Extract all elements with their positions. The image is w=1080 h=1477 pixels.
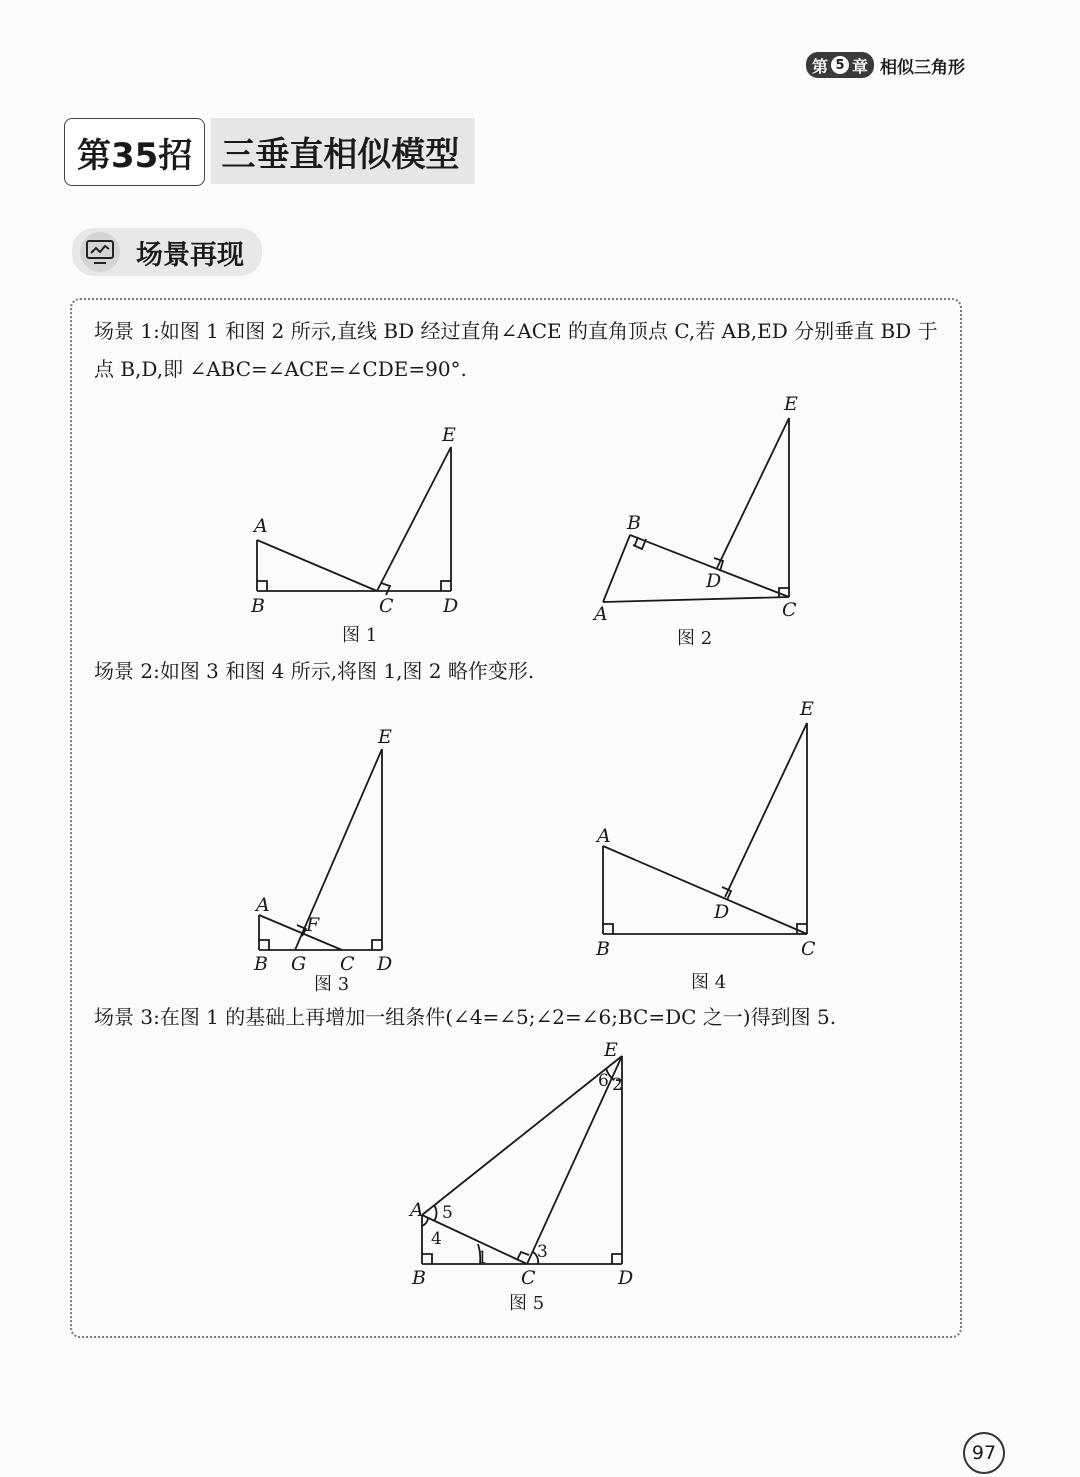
fig3-label-g: G <box>291 953 307 975</box>
fig3-caption: 图 3 <box>314 974 350 995</box>
scene-3-text: 场景 3:在图 1 的基础上再增加一组条件(∠4=∠5;∠2=∠6;BC=DC 之一)得到图 5. <box>94 1005 837 1029</box>
fig5-angle-6: 6 <box>598 1071 609 1091</box>
fig5-angle-4: 4 <box>431 1229 442 1249</box>
fig5-label-c: C <box>521 1267 536 1289</box>
fig4-caption: 图 4 <box>691 972 727 993</box>
fig3-label-f: F <box>306 914 320 936</box>
page-number: 97 <box>963 1432 1005 1474</box>
chapter-suffix: 章 <box>852 56 869 76</box>
fig4-label-c: C <box>801 938 816 960</box>
fig5-label-d: D <box>618 1267 634 1289</box>
chapter-title: 相似三角形 <box>880 57 966 78</box>
monitor-chart-icon <box>80 232 120 272</box>
fig1-label-c: C <box>379 595 394 617</box>
fig1-label-e: E <box>442 424 456 446</box>
fig2-caption: 图 2 <box>677 628 713 649</box>
fig5-angle-5: 5 <box>442 1203 453 1223</box>
fig1-caption: 图 1 <box>342 625 378 646</box>
fig1-label-d: D <box>443 595 459 617</box>
fig4-label-e: E <box>800 698 814 720</box>
scene-2-text: 场景 2:如图 3 和图 4 所示,将图 1,图 2 略作变形. <box>94 659 535 683</box>
fig5-label-e: E <box>604 1039 618 1061</box>
fig5-angle-3: 3 <box>537 1242 548 1262</box>
figure-3 <box>250 725 410 975</box>
fig3-label-a: A <box>256 894 270 916</box>
lesson-title-text: 三垂直相似模型 <box>211 118 475 184</box>
fig5-label-b: B <box>412 1267 426 1289</box>
chapter-prefix: 第 <box>812 56 829 76</box>
fig5-label-a: A <box>410 1199 424 1221</box>
fig4-label-a: A <box>597 825 611 847</box>
fig5-angle-2: 2 <box>612 1075 623 1095</box>
chapter-header <box>806 52 965 78</box>
fig3-label-d: D <box>377 953 393 975</box>
lesson-number: 第35招 <box>64 118 205 186</box>
fig4-label-b: B <box>596 938 610 960</box>
section-heading <box>72 228 262 276</box>
fig2-label-c: C <box>782 599 797 621</box>
fig2-label-d: D <box>706 570 722 592</box>
fig2-label-b: B <box>627 512 641 534</box>
fig2-label-a: A <box>594 603 608 625</box>
fig1-label-b: B <box>251 595 265 617</box>
scene-1-text: 场景 1:如图 1 和图 2 所示,直线 BD 经过直角∠ACE 的直角顶点 C,若 AB,ED 分别垂直 BD 于点 B,D,即 ∠ABC=∠ACE=∠CDE=90°. <box>94 319 938 381</box>
fig3-label-b: B <box>254 953 268 975</box>
chapter-badge <box>806 52 874 78</box>
fig5-caption: 图 5 <box>509 1293 545 1314</box>
figure-4 <box>590 695 830 965</box>
fig3-label-c: C <box>340 953 355 975</box>
lesson-title <box>64 118 475 186</box>
chapter-number: 5 <box>831 56 849 74</box>
section-label: 场景再现 <box>136 239 244 271</box>
fig4-label-d: D <box>714 901 730 923</box>
figure-5 <box>400 1040 650 1295</box>
fig1-label-a: A <box>254 515 268 537</box>
figure-2 <box>590 390 810 625</box>
fig2-label-e: E <box>784 393 798 415</box>
fig5-angle-1: 1 <box>477 1248 488 1268</box>
fig3-label-e: E <box>378 726 392 748</box>
figure-1 <box>240 420 480 620</box>
